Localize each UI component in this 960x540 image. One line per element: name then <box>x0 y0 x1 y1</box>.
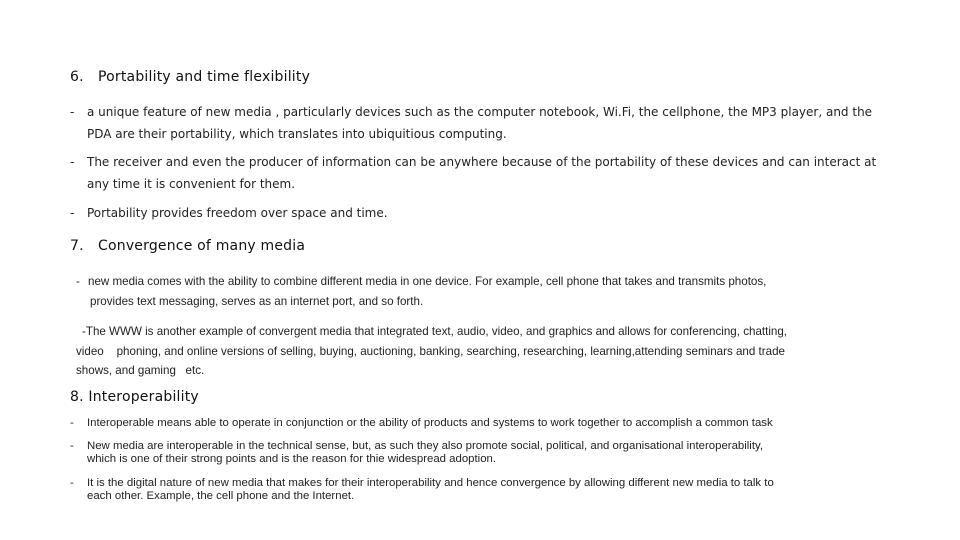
bullet-line: The receiver and even the producer of information can be anywhere because of the portability of these devices and can interact at <box>87 155 877 169</box>
section-6-title: Portability and time flexibility <box>98 69 311 85</box>
section-6-bullet-2 <box>70 151 900 195</box>
bullet-line: PDA are their portability, which translates into ubiquitious computing. <box>87 127 507 141</box>
paragraph-line: shows, and gaming etc. <box>76 364 205 377</box>
bullet-dash: - <box>70 155 75 169</box>
bullet-line: New media are interoperable in the technical sense, but, as such they also promote social, political, and organisational interoperability, <box>87 440 764 452</box>
section-8-bullet-2 <box>70 440 900 466</box>
section-7-bullet-1 <box>76 272 896 311</box>
bullet-line: It is the digital nature of new media that makes for their interoperability and hence convergence by allowing different new media to talk to <box>87 477 774 489</box>
section-8-bullet-1 <box>70 417 900 430</box>
bullet-dash: - <box>70 440 74 452</box>
paragraph-line: -The WWW is another example of convergent media that integrated text, audio, video, and graphics and allows for conferencing, chatting, <box>82 325 788 338</box>
section-6-bullet-1 <box>70 101 900 145</box>
bullet-line: new media comes with the ability to combine different media in one device. For example, cell phone that takes and transmits photos, <box>88 275 767 288</box>
bullet-line: Interoperable means able to operate in conjunction or the ability of products and systems to work together to accomplish a common task <box>87 417 773 429</box>
bullet-dash: - <box>76 275 80 288</box>
paragraph-line: video phoning, and online versions of selling, buying, auctioning, banking, searching, researching, learning,attending seminars and trade <box>76 344 785 358</box>
section-7-number: 7. <box>70 238 84 254</box>
bullet-line: Portability provides freedom over space and time. <box>87 206 388 220</box>
bullet-dash: - <box>70 105 75 119</box>
bullet-line: a unique feature of new media , particularly devices such as the computer notebook, Wi.Fi, the cellphone, the MP3 player, and the <box>87 105 873 119</box>
section-8-heading: 8. Interoperability <box>70 389 199 405</box>
bullet-dash: - <box>70 417 74 429</box>
section-8-bullet-3 <box>70 477 900 503</box>
section-7-title: Convergence of many media <box>98 238 306 254</box>
section-6-bullet-3 <box>70 202 900 224</box>
bullet-dash: - <box>70 206 75 220</box>
section-7-paragraph-2 <box>76 322 896 381</box>
bullet-dash: - <box>70 477 74 489</box>
section-7-heading <box>70 238 305 254</box>
bullet-line: which is one of their strong points and is the reason for thie widespread adoption. <box>87 453 497 465</box>
section-6-heading <box>70 69 310 85</box>
section-6-number: 6. <box>70 69 84 85</box>
bullet-line: each other. Example, the cell phone and the Internet. <box>87 490 355 502</box>
bullet-line: any time it is convenient for them. <box>87 177 296 191</box>
bullet-line: provides text messaging, serves as an internet port, and so forth. <box>90 294 424 308</box>
